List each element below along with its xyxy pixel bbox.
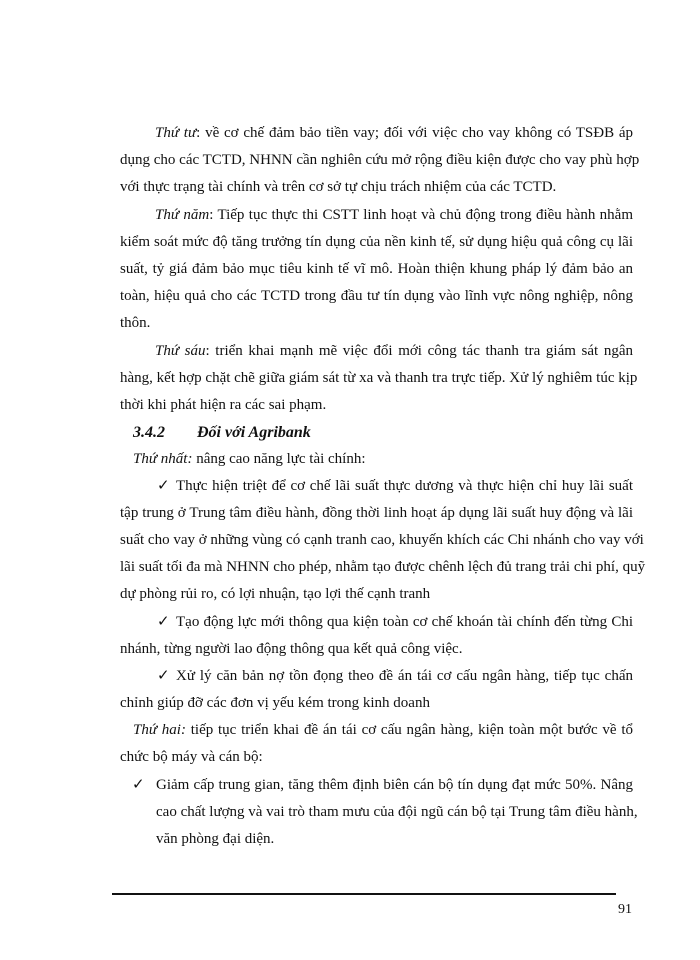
check-icon: ✓ (132, 777, 145, 793)
bullet-1-line-5: dự phòng rủi ro, có lợi nhuận, tạo lợi thế cạnh tranh (120, 586, 431, 602)
para-thu-nam-lead: Thứ năm (155, 207, 210, 223)
para-thu-nam-line-1 (155, 205, 633, 225)
para-thu-tu-lead: Thứ tư (155, 125, 197, 141)
para-thu-sau-line-3: thời khi phát hiện ra các sai phạm. (120, 397, 327, 413)
check-icon: ✓ (157, 478, 170, 494)
section-title: Đối với Agribank (197, 424, 311, 441)
bullet-1-line-3: suất cho vay ở những vùng có cạnh tranh cao, khuyến khích các Chi nhánh cho vay với (120, 532, 644, 548)
thu-nhat-line (133, 449, 633, 469)
para-thu-sau-line-1 (155, 341, 633, 361)
bullet-2-line-1: Tạo động lực mới thông qua kiện toàn cơ chế khoán tài chính đến từng Chi (176, 614, 633, 630)
thu-hai-line-2: chức bộ máy và cán bộ: (120, 749, 263, 765)
para-thu-tu-line-1 (155, 123, 633, 143)
para-thu-sau-text: : triển khai mạnh mẽ việc đổi mới công tác thanh tra giám sát ngân (205, 343, 633, 359)
para-thu-nam-line-4: toàn, hiệu quả cho các TCTD trong đầu tư tín dụng vào lĩnh vực nông nghiệp, nông (120, 288, 633, 304)
para-thu-nam-line-5: thôn. (120, 315, 151, 331)
para-thu-tu-line-2: dụng cho các TCTD, NHNN cần nghiên cứu mở rộng điều kiện được cho vay phù hợp (120, 152, 640, 168)
bullet-3-line-2: chỉnh giúp đỡ các đơn vị yếu kém trong kinh doanh (120, 695, 430, 711)
bullet-4-line-2: cao chất lượng và vai trò tham mưu của đội ngũ cán bộ tại Trung tâm điều hành, (156, 804, 638, 820)
footer-rule (112, 893, 616, 895)
thu-hai-text: tiếp tục triển khai đề án tái cơ cấu ngân hàng, kiện toàn một bước về tổ (185, 722, 633, 738)
para-thu-tu-text: : về cơ chế đảm bảo tiền vay; đối với việc cho vay không có TSĐB áp (196, 125, 634, 141)
thu-nhat-lead: Thứ nhất: (133, 451, 193, 467)
page-number: 91 (618, 902, 632, 917)
check-icon: ✓ (157, 614, 170, 630)
bullet-3-line-1: Xử lý căn bản nợ tồn đọng theo đề án tái cơ cấu ngân hàng, tiếp tục chấn (176, 668, 633, 684)
bullet-1-line-2: tập trung ở Trung tâm điều hành, đồng thời linh hoạt áp dụng lãi suất huy động và lãi (120, 505, 633, 521)
bullet-4-line-1: Giảm cấp trung gian, tăng thêm định biên cán bộ tín dụng đạt mức 50%. Nâng (156, 777, 633, 793)
thu-hai-lead: Thứ hai: (133, 722, 186, 738)
para-thu-tu-line-3: với thực trạng tài chính và trên cơ sở tự chịu trách nhiệm của các TCTD. (120, 179, 557, 195)
para-thu-sau-line-2: hàng, kết hợp chặt chẽ giữa giám sát từ xa và thanh tra trực tiếp. Xử lý nghiêm túc kịp (120, 370, 638, 386)
check-icon: ✓ (157, 668, 170, 684)
para-thu-sau-lead: Thứ sáu (155, 343, 206, 359)
section-number: 3.4.2 (133, 424, 165, 441)
bullet-1-line-1: Thực hiện triệt để cơ chế lãi suất thực dương và thực hiện chỉ huy lãi suất (176, 478, 633, 494)
para-thu-nam-line-2: kiểm soát mức độ tăng trưởng tín dụng của nền kinh tế, sử dụng hiệu quả công cụ lãi (120, 234, 633, 250)
para-thu-nam-line-3: suất, tỷ giá đảm bảo mục tiêu kinh tế vĩ mô. Hoàn thiện khung pháp lý đảm bảo an (120, 261, 633, 277)
bullet-2-line-2: nhánh, từng người lao động thông qua kết quả công việc. (120, 641, 463, 657)
thu-nhat-text: nâng cao năng lực tài chính: (192, 451, 366, 467)
thu-hai-line-1 (133, 720, 633, 740)
bullet-4-line-3: văn phòng đại diện. (156, 831, 275, 847)
para-thu-nam-text: : Tiếp tục thực thi CSTT linh hoạt và chủ động trong điều hành nhằm (209, 207, 633, 223)
bullet-1-line-4: lãi suất tối đa mà NHNN cho phép, nhằm tạo được chênh lệch đủ trang trải chi phí, quỹ (120, 559, 646, 575)
